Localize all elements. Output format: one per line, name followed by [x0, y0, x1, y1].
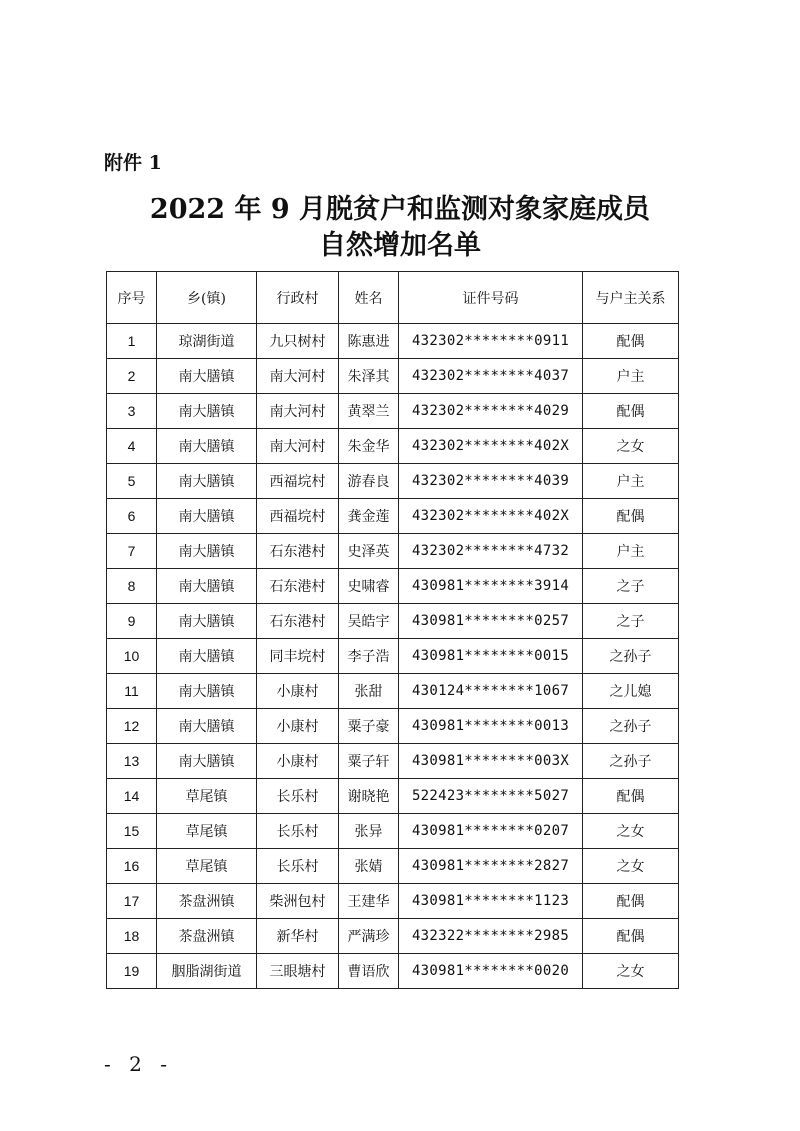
relation-cell: 配偶: [583, 919, 679, 954]
township-cell: 南大膳镇: [157, 499, 257, 534]
id-number-cell: 432302********4037: [399, 359, 583, 394]
relation-cell: 之孙子: [583, 744, 679, 779]
village-cell: 长乐村: [257, 814, 339, 849]
table-row: [107, 639, 679, 674]
relation-cell: 户主: [583, 359, 679, 394]
attachment-label: 附件 1: [104, 152, 162, 174]
township-cell: 草尾镇: [157, 779, 257, 814]
serial-cell: 8: [107, 569, 157, 604]
village-cell: 新华村: [257, 919, 339, 954]
serial-cell: 3: [107, 394, 157, 429]
name-cell: 粟子豪: [339, 709, 399, 744]
id-number-cell: 432302********4039: [399, 464, 583, 499]
name-cell: 朱泽其: [339, 359, 399, 394]
table-row: [107, 814, 679, 849]
header-cell: 序号: [107, 272, 157, 324]
serial-cell: 19: [107, 954, 157, 989]
relation-cell: 之子: [583, 569, 679, 604]
id-number-cell: 430981********003X: [399, 744, 583, 779]
relation-cell: 之儿媳: [583, 674, 679, 709]
relation-cell: 配偶: [583, 779, 679, 814]
id-number-cell: 430981********0207: [399, 814, 583, 849]
relation-cell: 之孙子: [583, 639, 679, 674]
table-row: [107, 499, 679, 534]
name-cell: 王建华: [339, 884, 399, 919]
serial-cell: 16: [107, 849, 157, 884]
township-cell: 南大膳镇: [157, 429, 257, 464]
township-cell: 南大膳镇: [157, 359, 257, 394]
township-cell: 琼湖街道: [157, 324, 257, 359]
id-number-cell: 432302********402X: [399, 429, 583, 464]
name-cell: 张婧: [339, 849, 399, 884]
relation-cell: 之女: [583, 429, 679, 464]
serial-cell: 15: [107, 814, 157, 849]
table-row: [107, 919, 679, 954]
id-number-cell: 432302********402X: [399, 499, 583, 534]
header-cell: 姓名: [339, 272, 399, 324]
member-table: [106, 271, 679, 989]
table-row: [107, 849, 679, 884]
name-cell: 陈惠进: [339, 324, 399, 359]
table-row: [107, 709, 679, 744]
serial-cell: 13: [107, 744, 157, 779]
name-cell: 粟子轩: [339, 744, 399, 779]
table-row: [107, 674, 679, 709]
township-cell: 南大膳镇: [157, 569, 257, 604]
name-cell: 黄翠兰: [339, 394, 399, 429]
serial-cell: 6: [107, 499, 157, 534]
id-number-cell: 522423********5027: [399, 779, 583, 814]
relation-cell: 之女: [583, 954, 679, 989]
township-cell: 草尾镇: [157, 814, 257, 849]
id-number-cell: 430981********0020: [399, 954, 583, 989]
relation-cell: 户主: [583, 534, 679, 569]
serial-cell: 4: [107, 429, 157, 464]
header-cell: 证件号码: [399, 272, 583, 324]
relation-cell: 之子: [583, 604, 679, 639]
village-cell: 西福垸村: [257, 464, 339, 499]
table-header-row: [107, 272, 679, 324]
village-cell: 同丰垸村: [257, 639, 339, 674]
header-cell: 与户主关系: [583, 272, 679, 324]
table-row: [107, 884, 679, 919]
village-cell: 小康村: [257, 709, 339, 744]
township-cell: 南大膳镇: [157, 744, 257, 779]
document-title-line2: 自然增加名单: [319, 230, 481, 261]
village-cell: 九只树村: [257, 324, 339, 359]
id-number-cell: 432302********0911: [399, 324, 583, 359]
id-number-cell: 432302********4732: [399, 534, 583, 569]
relation-cell: 配偶: [583, 884, 679, 919]
serial-cell: 2: [107, 359, 157, 394]
relation-cell: 之孙子: [583, 709, 679, 744]
township-cell: 茶盘洲镇: [157, 884, 257, 919]
id-number-cell: 430981********0013: [399, 709, 583, 744]
village-cell: 石东港村: [257, 534, 339, 569]
table-row: [107, 359, 679, 394]
serial-cell: 9: [107, 604, 157, 639]
relation-cell: 之女: [583, 814, 679, 849]
township-cell: 胭脂湖街道: [157, 954, 257, 989]
name-cell: 龚金莲: [339, 499, 399, 534]
id-number-cell: 430981********0015: [399, 639, 583, 674]
name-cell: 朱金华: [339, 429, 399, 464]
name-cell: 游春良: [339, 464, 399, 499]
village-cell: 石东港村: [257, 569, 339, 604]
name-cell: 谢晓艳: [339, 779, 399, 814]
id-number-cell: 432302********4029: [399, 394, 583, 429]
village-cell: 小康村: [257, 744, 339, 779]
village-cell: 南大河村: [257, 429, 339, 464]
table-row: [107, 569, 679, 604]
serial-cell: 17: [107, 884, 157, 919]
id-number-cell: 430981********3914: [399, 569, 583, 604]
village-cell: 长乐村: [257, 849, 339, 884]
township-cell: 南大膳镇: [157, 464, 257, 499]
id-number-cell: 430981********0257: [399, 604, 583, 639]
table-row: [107, 779, 679, 814]
village-cell: 小康村: [257, 674, 339, 709]
name-cell: 李子浩: [339, 639, 399, 674]
table-row: [107, 429, 679, 464]
village-cell: 三眼塘村: [257, 954, 339, 989]
id-number-cell: 430981********1123: [399, 884, 583, 919]
relation-cell: 配偶: [583, 324, 679, 359]
serial-cell: 12: [107, 709, 157, 744]
table-row: [107, 604, 679, 639]
table-row: [107, 954, 679, 989]
serial-cell: 7: [107, 534, 157, 569]
serial-cell: 11: [107, 674, 157, 709]
relation-cell: 配偶: [583, 394, 679, 429]
relation-cell: 户主: [583, 464, 679, 499]
id-number-cell: 432322********2985: [399, 919, 583, 954]
village-cell: 西福垸村: [257, 499, 339, 534]
township-cell: 南大膳镇: [157, 534, 257, 569]
name-cell: 张异: [339, 814, 399, 849]
serial-cell: 1: [107, 324, 157, 359]
id-number-cell: 430981********2827: [399, 849, 583, 884]
table-row: [107, 744, 679, 779]
serial-cell: 14: [107, 779, 157, 814]
township-cell: 南大膳镇: [157, 639, 257, 674]
village-cell: 柴洲包村: [257, 884, 339, 919]
table-row: [107, 394, 679, 429]
header-cell: 行政村: [257, 272, 339, 324]
township-cell: 草尾镇: [157, 849, 257, 884]
township-cell: 南大膳镇: [157, 394, 257, 429]
name-cell: 吴皓宇: [339, 604, 399, 639]
document-title-line1: 2022 年 9 月脱贫户和监测对象家庭成员: [149, 194, 651, 225]
table-row: [107, 464, 679, 499]
relation-cell: 配偶: [583, 499, 679, 534]
name-cell: 曹语欣: [339, 954, 399, 989]
name-cell: 史啸睿: [339, 569, 399, 604]
table-row: [107, 324, 679, 359]
village-cell: 南大河村: [257, 359, 339, 394]
village-cell: 石东港村: [257, 604, 339, 639]
header-cell: 乡(镇): [157, 272, 257, 324]
serial-cell: 18: [107, 919, 157, 954]
name-cell: 史泽英: [339, 534, 399, 569]
village-cell: 长乐村: [257, 779, 339, 814]
township-cell: 南大膳镇: [157, 604, 257, 639]
name-cell: 严满珍: [339, 919, 399, 954]
serial-cell: 5: [107, 464, 157, 499]
serial-cell: 10: [107, 639, 157, 674]
table-row: [107, 534, 679, 569]
township-cell: 茶盘洲镇: [157, 919, 257, 954]
village-cell: 南大河村: [257, 394, 339, 429]
name-cell: 张甜: [339, 674, 399, 709]
township-cell: 南大膳镇: [157, 709, 257, 744]
page-number: - 2 -: [104, 1052, 173, 1076]
id-number-cell: 430124********1067: [399, 674, 583, 709]
township-cell: 南大膳镇: [157, 674, 257, 709]
relation-cell: 之女: [583, 849, 679, 884]
